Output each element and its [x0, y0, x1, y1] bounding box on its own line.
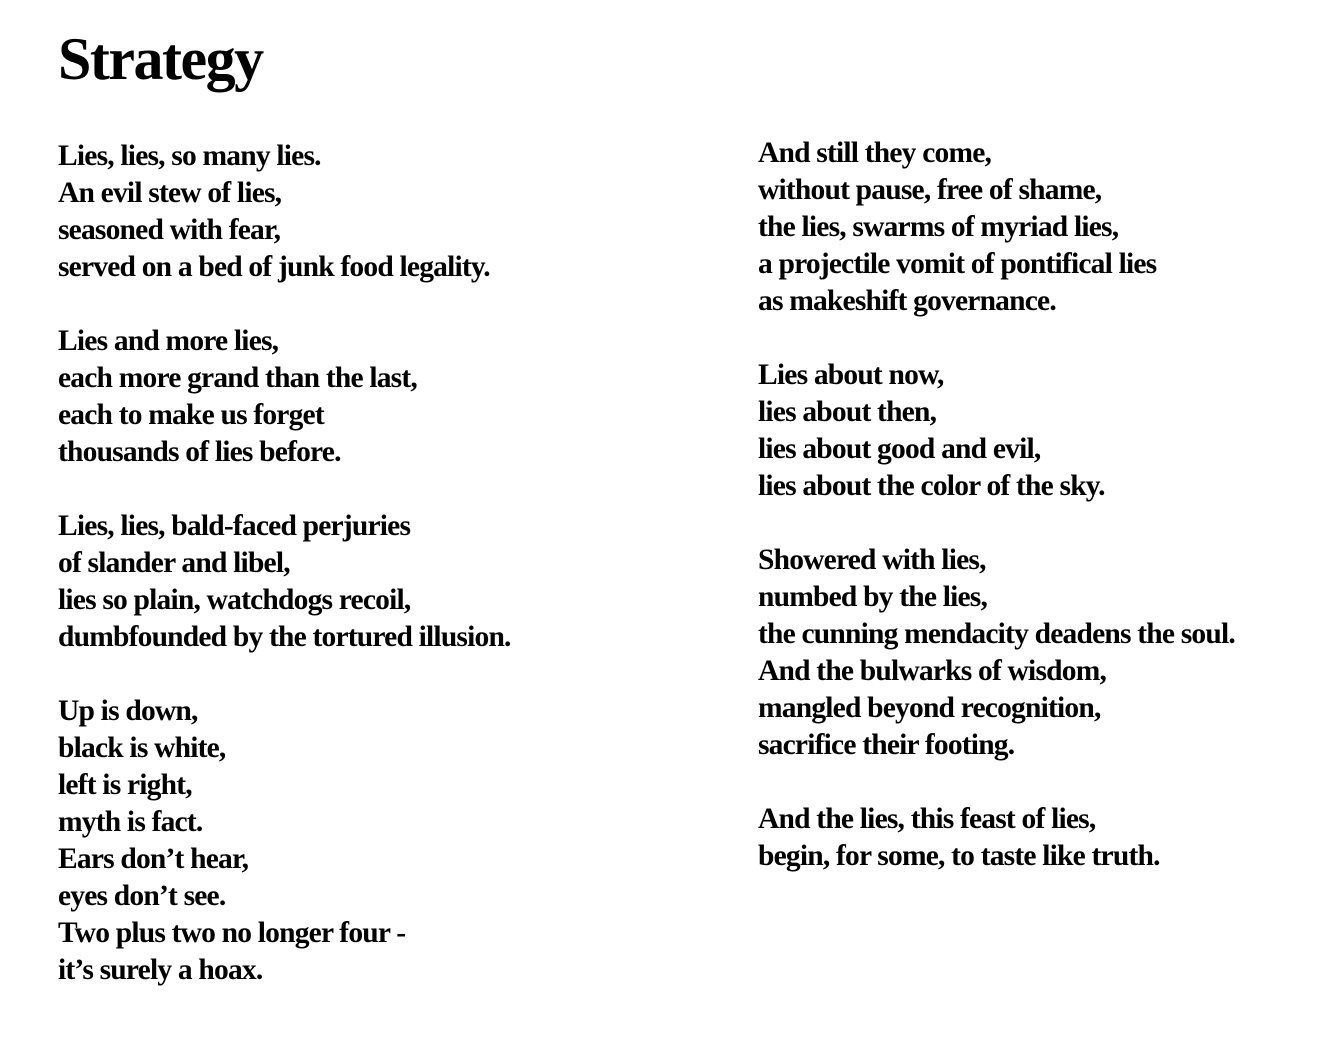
- stanza: [758, 542, 1318, 764]
- poem-column-left: [58, 138, 698, 989]
- poem-line: Two plus two no longer four -: [58, 917, 406, 949]
- poem-line: black is white,: [58, 732, 226, 764]
- poem-line: Lies, lies, bald-faced perjuries: [58, 510, 411, 542]
- poem-line: mangled beyond recognition,: [758, 692, 1101, 724]
- poem-line: the cunning mendacity deadens the soul.: [758, 618, 1235, 650]
- poem-line: begin, for some, to taste like truth.: [758, 840, 1160, 872]
- poem-line: without pause, free of shame,: [758, 174, 1102, 206]
- stanza: [758, 135, 1318, 320]
- poem-line: Lies and more lies,: [58, 325, 279, 357]
- poem-line: eyes don’t see.: [58, 880, 226, 912]
- poem-line: lies about good and evil,: [758, 433, 1041, 465]
- poem-line: Lies, lies, so many lies.: [58, 140, 321, 172]
- poem-line: An evil stew of lies,: [58, 177, 282, 209]
- stanza: [58, 693, 698, 989]
- poem-line: numbed by the lies,: [758, 581, 988, 613]
- poem-line: left is right,: [58, 769, 192, 801]
- poem-line: And still they come,: [758, 137, 992, 169]
- stanza: [758, 801, 1318, 875]
- poem-line: sacrifice their footing.: [758, 729, 1015, 761]
- poem-line: lies so plain, watchdogs recoil,: [58, 584, 411, 616]
- poem-title: Strategy: [58, 26, 263, 92]
- poem-column-right: [758, 135, 1318, 875]
- poem-line: lies about then,: [758, 396, 937, 428]
- stanza: [58, 508, 698, 656]
- poem-line: And the lies, this feast of lies,: [758, 803, 1096, 835]
- poem-line: Lies about now,: [758, 359, 944, 391]
- poem-line: seasoned with fear,: [58, 214, 281, 246]
- poem-line: Showered with lies,: [758, 544, 986, 576]
- poem-line: as makeshift governance.: [758, 285, 1056, 317]
- poem-line: the lies, swarms of myriad lies,: [758, 211, 1119, 243]
- stanza: [58, 323, 698, 471]
- poem-line: dumbfounded by the tortured illusion.: [58, 621, 511, 653]
- poem-line: Up is down,: [58, 695, 198, 727]
- poem-line: of slander and libel,: [58, 547, 290, 579]
- poem-line: Ears don’t hear,: [58, 843, 249, 875]
- poem-line: each to make us forget: [58, 399, 324, 431]
- poem-line: each more grand than the last,: [58, 362, 417, 394]
- poem-line: a projectile vomit of pontifical lies: [758, 248, 1157, 280]
- poem-line: And the bulwarks of wisdom,: [758, 655, 1107, 687]
- poem-line: myth is fact.: [58, 806, 203, 838]
- poem-line: served on a bed of junk food legality.: [58, 251, 490, 283]
- stanza: [758, 357, 1318, 505]
- poem-line: it’s surely a hoax.: [58, 954, 263, 986]
- poem-line: thousands of lies before.: [58, 436, 341, 468]
- poem-line: lies about the color of the sky.: [758, 470, 1105, 502]
- stanza: [58, 138, 698, 286]
